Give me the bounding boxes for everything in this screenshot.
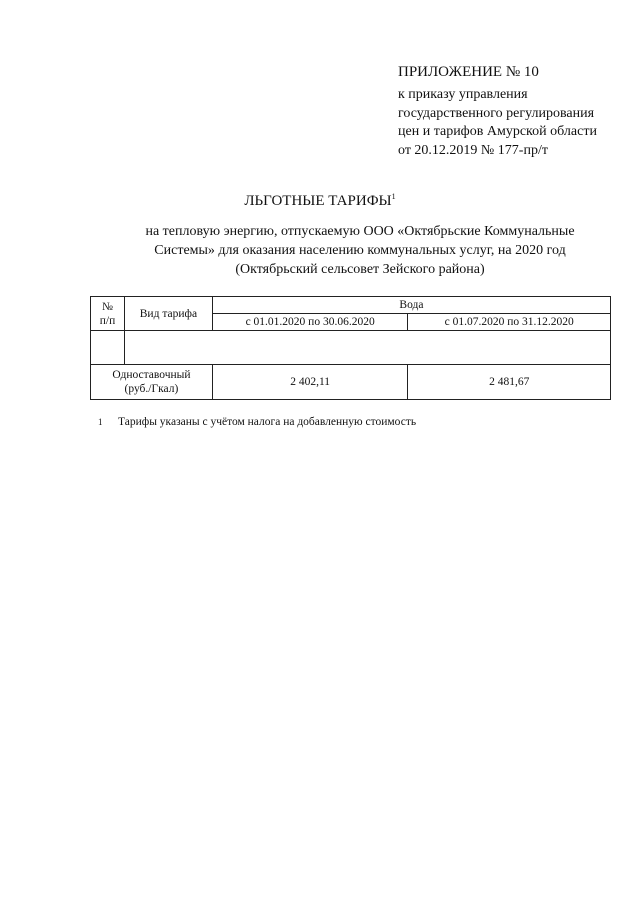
table-header-row [91,297,611,314]
document-title [0,192,640,210]
header-group: Вода [212,297,610,314]
row-label [91,365,213,400]
appendix-line: цен и тарифов Амурской области [398,124,597,139]
appendix-line: государственного регулирования [398,105,595,121]
row-value-period-1: 2 402,11 [212,365,408,400]
title-footnote-mark: 1 [391,192,396,201]
subtitle-line: (Октябрьский сельсовет Зейского района) [235,262,485,277]
header-number-line1: № [101,300,113,313]
subtitle-line: на тепловую энергию, отпускаемую ООО «Октябрьские Коммунальные [145,224,575,239]
footnote-text: Тарифы указаны с учётом налога на добавленную стоимость [118,416,417,428]
header-number [91,297,125,331]
document-title-text: ЛЬГОТНЫЕ ТАРИФЫ [244,193,392,209]
row-value-period-2: 2 481,67 [408,365,611,400]
appendix-title: ПРИЛОЖЕНИЕ № 10 [398,64,539,80]
header-period-2: с 01.07.2020 по 31.12.2020 [408,314,611,331]
tariff-table [90,296,611,400]
table-cell [124,331,610,365]
table-cell [91,331,125,365]
header-number-line2: п/п [99,314,116,327]
footnote [98,416,416,428]
subtitle-line: Системы» для оказания населению коммунальных услуг, на 2020 год [154,243,566,258]
document-subtitle [100,222,620,279]
appendix-line: от 20.12.2019 № 177-пр/т [398,142,548,158]
header-tariff-type: Вид тарифа [124,297,212,331]
appendix-block [398,62,634,160]
footnote-mark: 1 [98,417,103,427]
table-row [91,365,611,400]
row-label-line1: Одноставочный [112,369,191,381]
header-period-1: с 01.01.2020 по 30.06.2020 [212,314,408,331]
row-label-line2: (руб./Гкал) [124,383,179,395]
table-row-empty [91,331,611,365]
appendix-line: к приказу управления [398,87,528,102]
